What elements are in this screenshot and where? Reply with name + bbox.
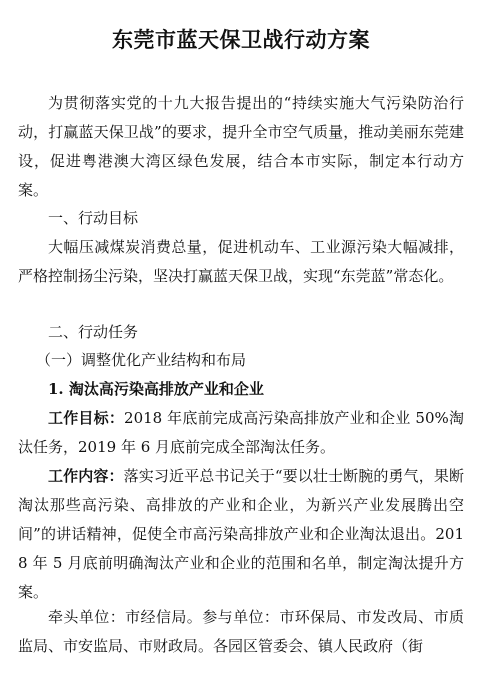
goal-paragraph — [18, 404, 464, 462]
section2-subheading: （一）调整优化产业结构和布局 — [36, 351, 247, 369]
content-paragraph — [18, 462, 464, 607]
intro-paragraph: 为贯彻落实党的十九大报告提出的“持续实施大气污染防治行动，打赢蓝天保卫战”的要求，提升全市空气质量，推动美丽东莞建设，促进粤港澳大湾区绿色发展，结合本市实际，制定本行动方案。 — [18, 94, 464, 199]
document-title: 东莞市蓝天保卫战行动方案 — [112, 27, 370, 52]
section2-heading: 二、行动任务 — [48, 323, 139, 341]
lead-paragraph: 牵头单位：市经信局。参与单位：市环保局、市发改局、市质监局、市安监局、市财政局。各园区管委会、镇人民政府（街 — [18, 608, 464, 655]
content-text: 落实习近平总书记关于“要以壮士断腕的勇气，果断淘汰那些高污染、高排放的产业和企业，为新兴产业发展腾出空间”的讲话精神，促使全市高污染高排放产业和企业淘汰退出。2018 年 5 月底前明确淘汰产业和企业的范围和名单，制定淘汰提升方案。 — [18, 467, 464, 601]
section1-heading: 一、行动目标 — [48, 209, 139, 227]
goal-text: 2018 年底前完成高污染高排放产业和企业 50%淘汰任务，2019 年 6 月底前完成全部淘汰任务。 — [18, 409, 464, 456]
section1-paragraph: 大幅压减煤炭消费总量，促进机动车、工业源污染大幅减排，严格控制扬尘污染，坚决打赢蓝天保卫战，实现“东莞蓝”常态化。 — [18, 238, 464, 285]
content-label: 工作内容： — [48, 467, 124, 485]
item1-heading: 1. 淘汰高污染高排放产业和企业 — [48, 380, 264, 398]
goal-label: 工作目标： — [48, 409, 125, 427]
